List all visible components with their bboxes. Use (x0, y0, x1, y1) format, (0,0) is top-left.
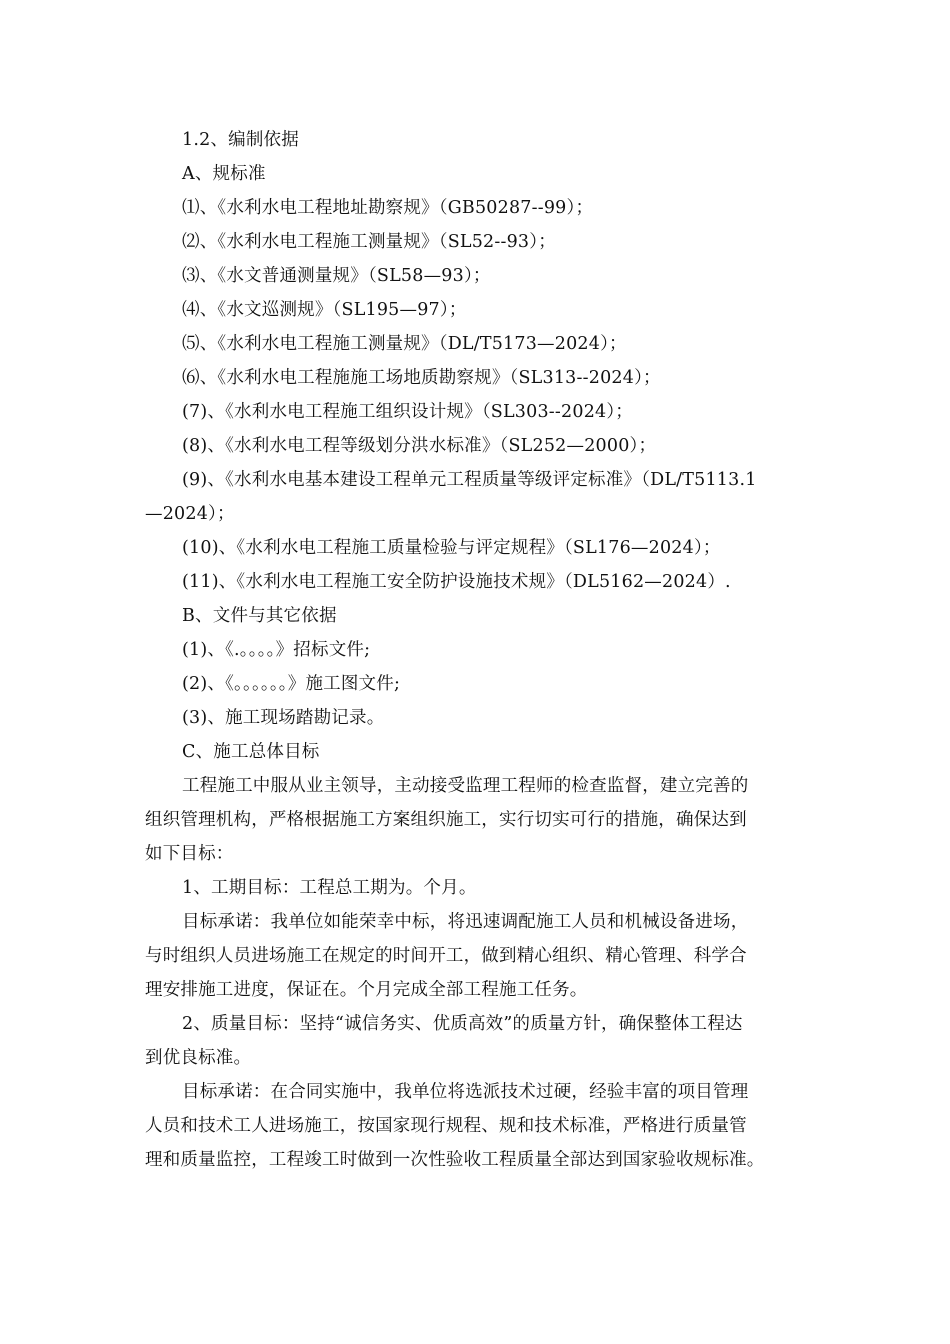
document-item-3: (3)、施工现场踏勘记录。 (182, 708, 385, 728)
section-b-title: B、文件与其它依据 (182, 606, 337, 626)
standard-item-5: ⑸、《水利水电工程施工测量规》（DL/T5173—2024）； (182, 334, 627, 354)
section-c-title: C、施工总体目标 (182, 742, 320, 762)
intro-line-1: 工程施工中服从业主领导，主动接受监理工程师的检查监督，建立完善的 (182, 776, 749, 796)
standard-item-6: ⑹、《水利水电工程施施工场地质勘察规》（SL313--2024）； (182, 368, 661, 388)
standard-item-7: (7)、《水利水电工程施工组织设计规》（SL303--2024）； (182, 402, 634, 422)
standard-item-1: ⑴、《水利水电工程地址勘察规》（GB50287--99）； (182, 198, 594, 218)
quality-goal-line-1: 2、质量目标：坚持“诚信务实、优质高效”的质量方针，确保整体工程达 (182, 1014, 743, 1034)
standard-item-3: ⑶、《水文普通测量规》（SL58—93）； (182, 266, 491, 286)
standard-item-9-continued: —2024）； (145, 504, 235, 524)
quality-commit-line-1: 目标承诺：在合同实施中，我单位将选派技术过硬，经验丰富的项目管理 (182, 1082, 749, 1102)
standard-item-10: (10)、《水利水电工程施工质量检验与评定规程》（SL176—2024）； (182, 538, 721, 558)
section-heading: 1.2、编制依据 (182, 130, 299, 150)
intro-line-2: 组织管理机构，严格根据施工方案组织施工，实行切实可行的措施，确保达到 (145, 810, 747, 830)
schedule-commit-line-2: 与时组织人员进场施工在规定的时间开工，做到精心组织、精心管理、科学合 (145, 946, 747, 966)
standard-item-2: ⑵、《水利水电工程施工测量规》（SL52--93）； (182, 232, 556, 252)
quality-commit-line-3: 理和质量监控，工程竣工时做到一次性验收工程质量全部达到国家验收规标准。 (145, 1150, 765, 1170)
schedule-goal-title: 1、工期目标：工程总工期为。个月。 (182, 878, 477, 898)
schedule-commit-line-3: 理安排施工进度，保证在。个月完成全部工程施工任务。 (145, 980, 588, 1000)
standard-item-11: (11)、《水利水电工程施工安全防护设施技术规》（DL5162—2024）. (182, 572, 731, 592)
schedule-commit-line-1: 目标承诺：我单位如能荣幸中标，将迅速调配施工人员和机械设备进场， (182, 912, 749, 932)
intro-line-3: 如下目标： (145, 844, 234, 864)
quality-goal-line-2: 到优良标准。 (145, 1048, 252, 1068)
document-item-2: (2)、《。。。。。。》施工图文件; (182, 674, 401, 694)
standard-item-4: ⑷、《水文巡测规》（SL195—97）； (182, 300, 467, 320)
section-a-title: A、规标准 (182, 164, 266, 184)
standard-item-9: (9)、《水利水电基本建设工程单元工程质量等级评定标准》（DL/T5113.1 (182, 470, 757, 490)
quality-commit-line-2: 人员和技术工人进场施工，按国家现行规程、规和技术标准，严格进行质量管 (145, 1116, 747, 1136)
document-page (145, 123, 810, 1177)
standard-item-8: (8)、《水利水电工程等级划分洪水标准》（SL252—2000）； (182, 436, 657, 456)
document-item-1: (1)、《.。。。。》招标文件; (182, 640, 371, 660)
